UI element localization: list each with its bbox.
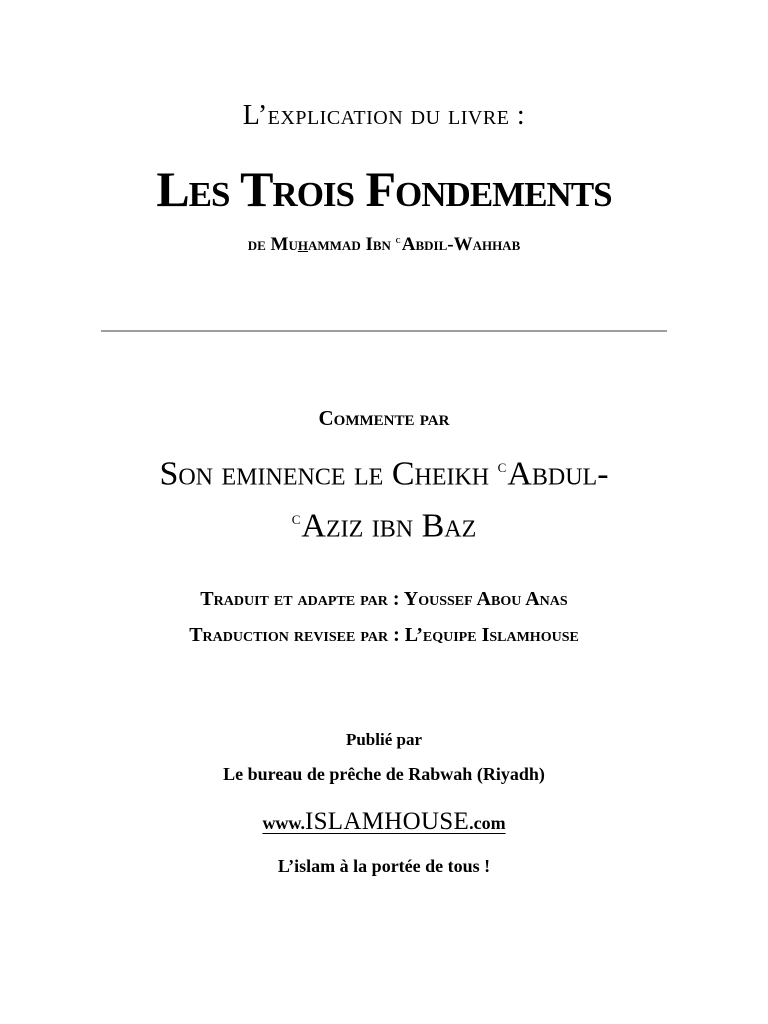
divider [101,330,667,332]
author-line [0,234,768,256]
commentator-ain-mark-2: c [291,508,301,530]
revision-credit: Traduction revisee par : L’equipe Islamhouse [189,624,579,646]
author-ain-mark: c [395,234,401,246]
commentator-line-1 [0,444,768,496]
author-middle: ammad Ibn [308,234,396,255]
slogan: L’islam à la portée de tous ! [277,856,491,876]
book-title: Les Trois Fondements [156,161,612,217]
commentator-line-1-prefix: Son eminence le Cheikh [159,455,498,493]
subtitle: L’explication du livre : [242,100,526,131]
commentary-label: Commente par [318,406,450,430]
translator-credit: Traduit et adapte par : Youssef Abou Anas [200,588,568,610]
website-link[interactable] [262,808,505,835]
author-underlined-letter: h [297,234,308,255]
website-line [0,808,768,836]
commentator-ain-mark-1: c [497,456,507,477]
commentator-name [0,444,768,549]
publisher-name: Le bureau de prêche de Rabwah (Riyadh) [223,764,545,784]
website-main: ISLAMHOUSE [304,808,470,835]
website-prefix: www. [262,813,305,833]
author-suffix: Abdil-Wahhab [401,234,521,255]
commentator-line-2 [0,496,768,548]
website-suffix: .com [469,813,506,833]
commentator-line-2-suffix: Aziz ibn Baz [301,507,477,545]
author-prefix: de Mu [247,234,298,255]
commentator-line-1-suffix: Abdul- [507,455,609,493]
published-by-label: Publié par [345,730,423,749]
